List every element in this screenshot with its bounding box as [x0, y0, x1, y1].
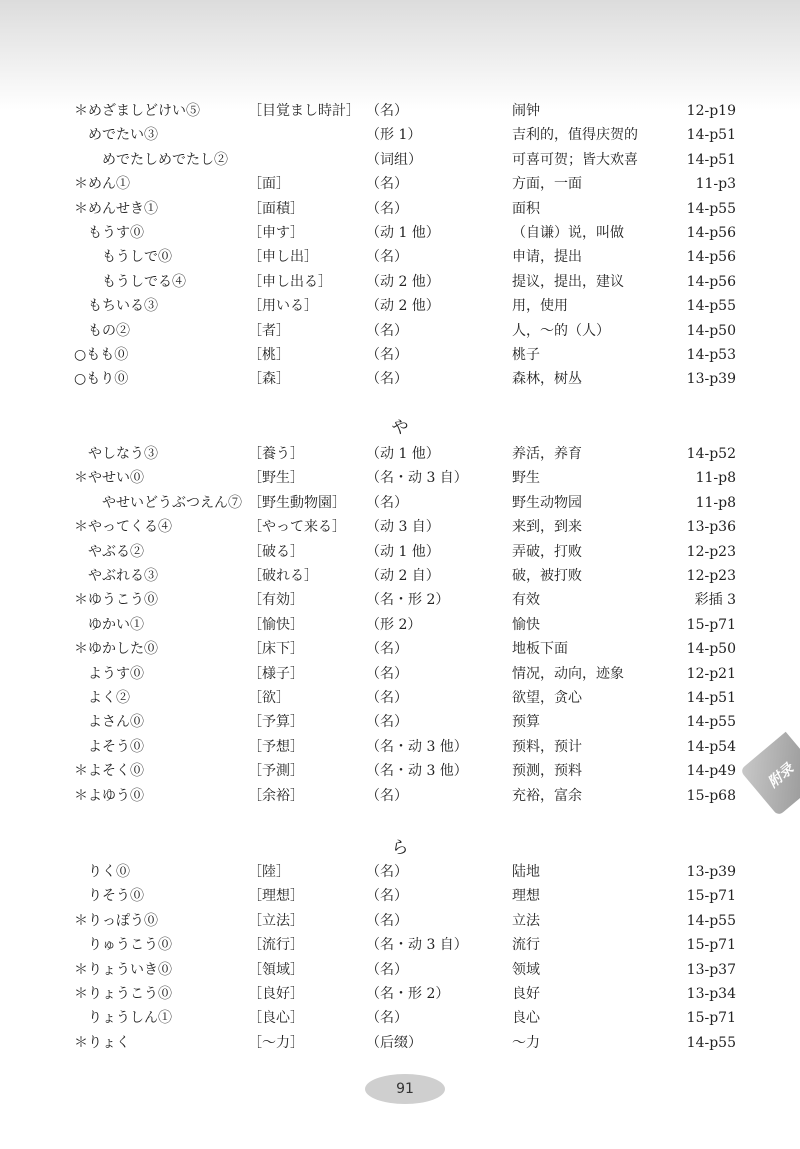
entry-kanji: ［破れる］: [248, 568, 318, 584]
entry-reference: 15-p71: [686, 937, 736, 954]
entry-part-of-speech: （动 2 他）: [366, 273, 440, 290]
entry-meaning: 预测，预料: [512, 763, 582, 780]
entry-meaning: 地板下面: [512, 641, 568, 658]
entry-reference: 13-p37: [686, 961, 736, 978]
entry-kanji: ［予想］: [248, 738, 304, 755]
entry-reference: 13-p34: [686, 986, 736, 1002]
entry-reading: ＊ゆかした⓪: [74, 641, 158, 658]
vocab-entry: [0, 1031, 800, 1055]
entry-reading: ゆかい①: [88, 616, 144, 633]
entry-part-of-speech: （名）: [366, 864, 408, 880]
entry-reference: 15-p71: [686, 888, 736, 905]
entry-kanji: ［立法］: [248, 912, 304, 929]
entry-kanji: ［申し出］: [248, 249, 318, 266]
entry-meaning: 良好: [512, 986, 540, 1002]
entry-kanji: ［予測］: [248, 763, 304, 780]
entry-meaning: 人，～的（人）: [512, 322, 610, 339]
entry-reference: 15-p71: [686, 616, 736, 633]
entry-reading: もちいる③: [88, 298, 158, 315]
entry-reference: 11-p3: [695, 176, 736, 193]
entry-reference: 12-p23: [686, 568, 736, 584]
entry-meaning: 理想: [512, 888, 540, 905]
vocab-entry: [0, 123, 800, 147]
entry-reference: 14-p56: [686, 225, 736, 241]
entry-meaning: 良心: [512, 1010, 540, 1027]
entry-kanji: ［有効］: [248, 592, 304, 609]
entry-reading: りょうしん①: [88, 1010, 172, 1027]
vocab-entry: [0, 982, 800, 1006]
entry-reading: ＊よそく⓪: [74, 763, 144, 780]
entry-meaning: 来到，到来: [512, 519, 582, 536]
entry-reference: 13-p39: [686, 371, 736, 388]
entry-kanji: ［面積］: [248, 200, 304, 217]
vocab-entry: [0, 99, 800, 123]
entry-reading: よそう⓪: [88, 738, 144, 755]
entry-reference: 12-p23: [686, 543, 736, 560]
entry-part-of-speech: （名）: [366, 1010, 408, 1027]
entry-reading: ＊りょうこう⓪: [74, 986, 172, 1002]
entry-part-of-speech: （名・动 3 他）: [366, 738, 468, 755]
entry-meaning: 愉快: [512, 616, 540, 633]
entry-reference: 14-p55: [686, 714, 736, 731]
vocab-entry: [0, 466, 800, 490]
vocab-entry: [0, 884, 800, 908]
entry-kanji: ［余裕］: [248, 787, 304, 804]
entry-kanji: ［桃］: [248, 347, 290, 363]
vocab-entry: [0, 1006, 800, 1030]
entry-part-of-speech: （名）: [366, 200, 408, 217]
entry-reference: 14-p49: [686, 763, 736, 780]
entry-part-of-speech: （动 3 自）: [366, 519, 440, 536]
entry-meaning: 野生: [512, 470, 540, 487]
entry-meaning: 领域: [512, 961, 540, 978]
entry-reading: もうしで⓪: [102, 249, 172, 266]
entry-meaning: 陆地: [512, 864, 540, 880]
entry-reading: ＊めん①: [74, 176, 130, 193]
entry-reading: ○もも⓪: [74, 347, 129, 363]
entry-reference: 14-p55: [686, 912, 736, 929]
vocab-entry: [0, 294, 800, 318]
entry-kanji: ［破る］: [248, 543, 304, 560]
entry-part-of-speech: （名・动 3 自）: [366, 937, 468, 954]
entry-part-of-speech: （名）: [366, 176, 408, 193]
vocab-entry: [0, 491, 800, 515]
vocab-entry: [0, 197, 800, 221]
entry-part-of-speech: （名）: [366, 322, 408, 339]
entry-meaning: 野生动物园: [512, 494, 582, 511]
entry-reading: やぶる②: [88, 543, 144, 560]
entry-reference: 14-p51: [686, 127, 736, 144]
vocab-entry: [0, 860, 800, 884]
entry-part-of-speech: （名）: [366, 103, 408, 119]
vocab-entry: [0, 442, 800, 466]
entry-meaning: 预料，预计: [512, 738, 582, 755]
entry-kanji: ［野生］: [248, 470, 304, 487]
entry-part-of-speech: （名）: [366, 690, 408, 706]
entry-reference: 14-p51: [686, 151, 736, 168]
vocab-entry: [0, 148, 800, 172]
page-number: 91: [365, 1074, 445, 1104]
entry-kanji: ［やって来る］: [248, 519, 346, 536]
entry-part-of-speech: （后缀）: [366, 1034, 422, 1051]
vocab-entry: [0, 245, 800, 269]
entry-part-of-speech: （名）: [366, 641, 408, 658]
entry-part-of-speech: （名）: [366, 347, 408, 363]
entry-meaning: 面积: [512, 200, 540, 217]
entry-reference: 15-p68: [686, 787, 736, 804]
entry-part-of-speech: （名）: [366, 714, 408, 731]
entry-reading: もの②: [88, 322, 130, 339]
entry-reference: 14-p55: [686, 298, 736, 315]
entry-kanji: ［陸］: [248, 864, 290, 880]
entry-reference: 14-p53: [686, 347, 736, 363]
entry-meaning: 预算: [512, 714, 540, 731]
entry-kanji: ［理想］: [248, 888, 304, 905]
entry-meaning: 桃子: [512, 347, 540, 363]
entry-kanji: ［愉快］: [248, 616, 304, 633]
entry-meaning: 有效: [512, 592, 540, 609]
vocab-entry: [0, 540, 800, 564]
vocab-entry: [0, 662, 800, 686]
entry-meaning: 欲望，贪心: [512, 690, 582, 706]
entry-reading: よさん⓪: [88, 714, 144, 731]
appendix-tab-label: 附录: [765, 760, 797, 792]
entry-part-of-speech: （名）: [366, 961, 408, 978]
vocab-entry: [0, 933, 800, 957]
vocab-entry: [0, 172, 800, 196]
entry-reading: やぶれる③: [88, 568, 158, 584]
vocab-entry: [0, 759, 800, 783]
entry-part-of-speech: （名）: [366, 249, 408, 266]
entry-meaning: 破，被打败: [512, 568, 582, 584]
entry-reading: もうしでる④: [102, 273, 186, 290]
entry-part-of-speech: （名）: [366, 787, 408, 804]
entry-reference: 14-p52: [686, 446, 736, 462]
entry-reading: やしなう③: [88, 446, 158, 462]
entry-meaning: 可喜可贺；皆大欢喜: [512, 151, 638, 168]
vocab-entry: [0, 784, 800, 808]
entry-reference: 12-p21: [686, 665, 736, 682]
entry-meaning: 森林，树丛: [512, 371, 582, 388]
entry-reference: 14-p51: [686, 690, 736, 706]
entry-reference: 14-p50: [686, 322, 736, 339]
entry-meaning: 立法: [512, 912, 540, 929]
entry-part-of-speech: （名・动 3 自）: [366, 470, 468, 487]
vocab-entry: [0, 564, 800, 588]
entry-reading: ＊めんせき①: [74, 200, 158, 217]
entry-part-of-speech: （名）: [366, 371, 408, 388]
vocab-entry: [0, 909, 800, 933]
entry-reading: ＊りっぽう⓪: [74, 912, 158, 929]
entry-meaning: 提议，提出，建议: [512, 273, 624, 290]
entry-reference: 12-p19: [686, 103, 736, 119]
entry-kanji: ［用いる］: [248, 298, 318, 315]
entry-reading: ＊りょういき⓪: [74, 961, 172, 978]
entry-reading: やせいどうぶつえん⑦: [102, 494, 242, 511]
entry-reference: 13-p36: [686, 519, 736, 536]
entry-meaning: （自谦）说，叫做: [512, 225, 624, 241]
entry-part-of-speech: （名・形 2）: [366, 986, 450, 1002]
entry-meaning: 充裕，富余: [512, 787, 582, 804]
section-heading: や: [391, 418, 409, 438]
entry-kanji: ［良心］: [248, 1010, 304, 1027]
vocab-entry: [0, 221, 800, 245]
entry-reading: ＊よゆう⓪: [74, 787, 144, 804]
entry-reference: 13-p39: [686, 864, 736, 880]
entry-kanji: ［森］: [248, 371, 290, 388]
entry-meaning: 吉利的，值得庆贺的: [512, 127, 638, 144]
entry-part-of-speech: （名）: [366, 665, 408, 682]
entry-reference: 11-p8: [695, 470, 736, 487]
entry-reference: 14-p54: [686, 738, 736, 755]
entry-reading: ○もり⓪: [74, 371, 129, 388]
entry-meaning: 闹钟: [512, 103, 540, 119]
entry-reading: ＊やってくる④: [74, 519, 172, 536]
entry-kanji: ［流行］: [248, 937, 304, 954]
entry-part-of-speech: （词组）: [366, 151, 422, 168]
entry-kanji: ［野生動物園］: [248, 494, 346, 511]
entry-reading: ＊ゆうこう⓪: [74, 592, 158, 609]
entry-part-of-speech: （动 1 他）: [366, 543, 440, 560]
entry-kanji: ［者］: [248, 322, 290, 339]
entry-meaning: 申请，提出: [512, 249, 582, 266]
entry-kanji: ［面］: [248, 176, 290, 193]
entry-part-of-speech: （动 1 他）: [366, 446, 440, 462]
entry-reference: 11-p8: [695, 494, 736, 511]
vocab-entry: [0, 958, 800, 982]
entry-kanji: ［様子］: [248, 665, 304, 682]
entry-reference: 15-p71: [686, 1010, 736, 1027]
vocab-entry: [0, 515, 800, 539]
entry-reading: りく⓪: [88, 864, 130, 880]
entry-meaning: 方面，一面: [512, 176, 582, 193]
entry-reading: りゅうこう⓪: [88, 937, 172, 954]
entry-part-of-speech: （动 2 他）: [366, 298, 440, 315]
entry-kanji: ［～力］: [248, 1034, 304, 1051]
vocab-entry: [0, 613, 800, 637]
entry-reading: もうす⓪: [88, 225, 144, 241]
entry-kanji: ［申し出る］: [248, 273, 332, 290]
entry-reading: めでたい③: [88, 127, 158, 144]
entry-reading: めでたしめでたし②: [102, 151, 228, 168]
vocab-entry: [0, 343, 800, 367]
entry-part-of-speech: （名）: [366, 888, 408, 905]
entry-part-of-speech: （名・形 2）: [366, 592, 450, 609]
entry-reference: 14-p55: [686, 1034, 736, 1051]
entry-kanji: ［領域］: [248, 961, 304, 978]
vocab-entry: [0, 686, 800, 710]
entry-part-of-speech: （形 2）: [366, 616, 422, 633]
entry-kanji: ［申す］: [248, 225, 304, 241]
entry-kanji: ［床下］: [248, 641, 304, 658]
entry-part-of-speech: （名）: [366, 912, 408, 929]
vocab-entry: [0, 588, 800, 612]
entry-reading: ＊めざましどけい⑤: [74, 103, 200, 119]
entry-reading: ＊りょく: [74, 1034, 130, 1051]
entry-reading: りそう⓪: [88, 888, 144, 905]
vocab-entry: [0, 319, 800, 343]
entry-kanji: ［欲］: [248, 690, 290, 706]
entry-reference: 14-p55: [686, 200, 736, 217]
entry-reference: 彩插 3: [694, 592, 736, 609]
entry-meaning: 用，使用: [512, 298, 568, 315]
entry-reading: よく②: [88, 690, 130, 706]
entry-reference: 14-p56: [686, 249, 736, 266]
vocab-entry: [0, 367, 800, 391]
entry-meaning: ～力: [512, 1034, 540, 1051]
entry-reading: ようす⓪: [88, 665, 144, 682]
vocab-entry: [0, 270, 800, 294]
entry-kanji: ［予算］: [248, 714, 304, 731]
entry-part-of-speech: （动 1 他）: [366, 225, 440, 241]
entry-meaning: 情况，动向，迹象: [512, 665, 624, 682]
entry-part-of-speech: （动 2 自）: [366, 568, 440, 584]
entry-kanji: ［養う］: [248, 446, 304, 462]
entry-meaning: 弄破，打败: [512, 543, 582, 560]
entry-reference: 14-p50: [686, 641, 736, 658]
vocab-entry: [0, 637, 800, 661]
entry-part-of-speech: （形 1）: [366, 127, 422, 144]
entry-part-of-speech: （名）: [366, 494, 408, 511]
entry-kanji: ［目覚まし時計］: [248, 103, 360, 119]
entry-meaning: 养活，养育: [512, 446, 582, 462]
vocab-entry: [0, 710, 800, 734]
entry-part-of-speech: （名・动 3 他）: [366, 763, 468, 780]
section-heading: ら: [391, 838, 409, 858]
entry-kanji: ［良好］: [248, 986, 304, 1002]
entry-meaning: 流行: [512, 937, 540, 954]
entry-reading: ＊やせい⓪: [74, 470, 144, 487]
entry-reference: 14-p56: [686, 273, 736, 290]
vocab-entry: [0, 735, 800, 759]
